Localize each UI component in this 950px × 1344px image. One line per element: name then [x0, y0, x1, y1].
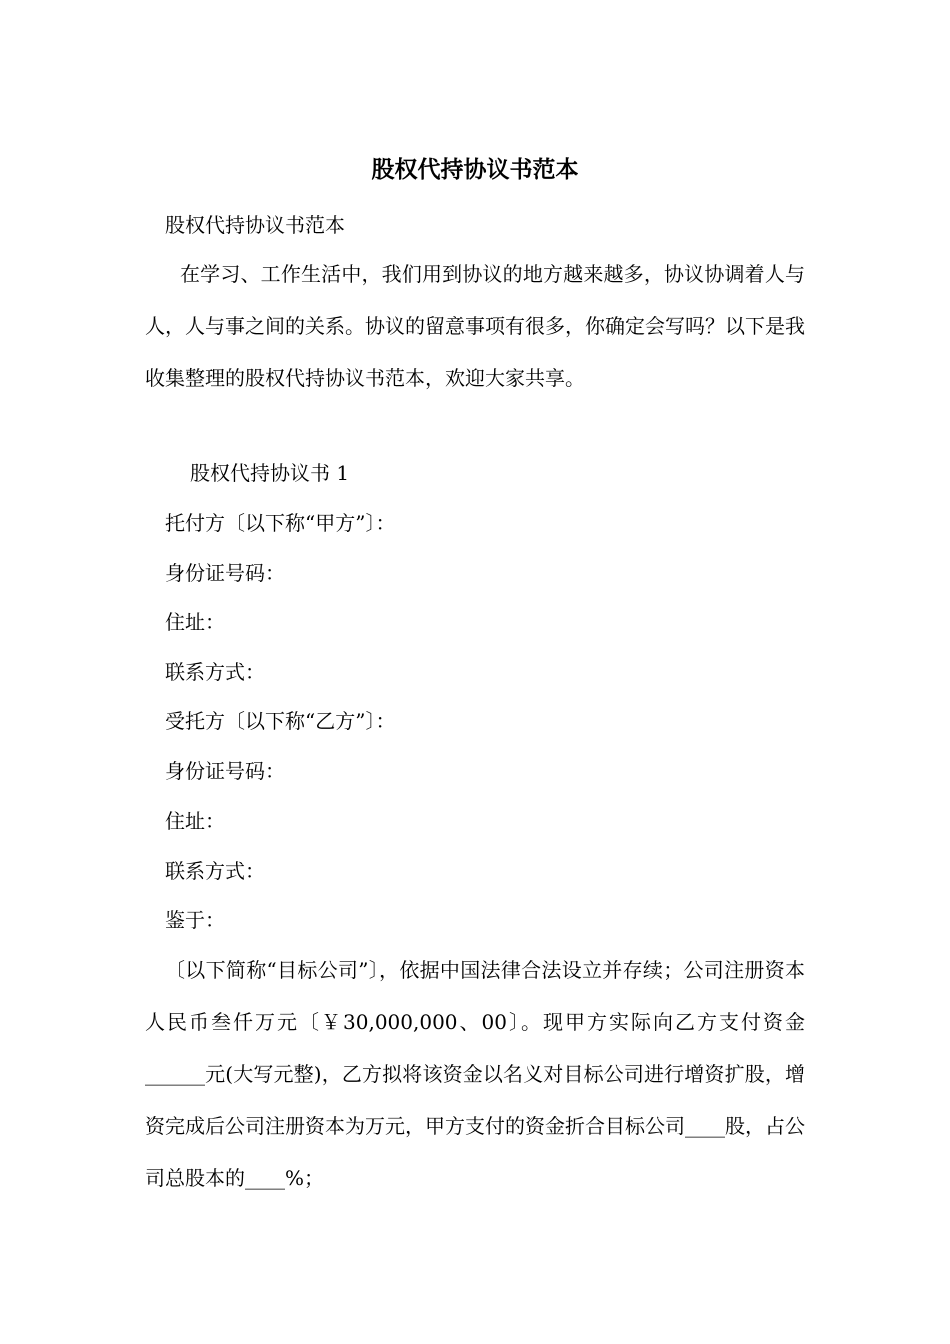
document-subtitle: 股权代持协议书范本 — [165, 213, 345, 237]
party-a-label: 托付方〔以下称“甲方”〕： — [165, 511, 396, 535]
party-a-address-label: 住址： — [165, 610, 225, 634]
party-b-id-label: 身份证号码： — [165, 759, 285, 783]
party-b-contact-label: 联系方式： — [165, 859, 265, 883]
section-heading: 股权代持协议书 1 — [190, 461, 350, 485]
party-b-address-label: 住址： — [165, 809, 225, 833]
party-a-id-label: 身份证号码： — [165, 561, 285, 585]
intro-paragraph: 在学习、工作生活中，我们用到协议的地方越来越多，协议协调着人与人，人与事之间的关系。协议的留意事项有很多，你确定会写吗？以下是我收集整理的股权代持协议书范本，欢迎大家共享。 — [145, 262, 805, 390]
document-title: 股权代持协议书范本 — [371, 156, 579, 183]
clause-1-paragraph: 〔以下简称“目标公司”〕，依据中国法律合法设立并存续；公司注册资本人民币叁仟万元〔￥30,000,000、00〕。现甲方实际向乙方支付资金______元(大写元整)，乙方拟将该资金以名义对目标公司进行增资扩股，增资完成后公司注册资本为万元，甲方支付的资金折合目标公司____股，占公司总股本的____%； — [145, 958, 805, 1190]
party-a-contact-label: 联系方式： — [165, 660, 265, 684]
party-b-label: 受托方〔以下称“乙方”〕： — [165, 709, 396, 733]
whereas-label: 鉴于： — [165, 908, 225, 932]
